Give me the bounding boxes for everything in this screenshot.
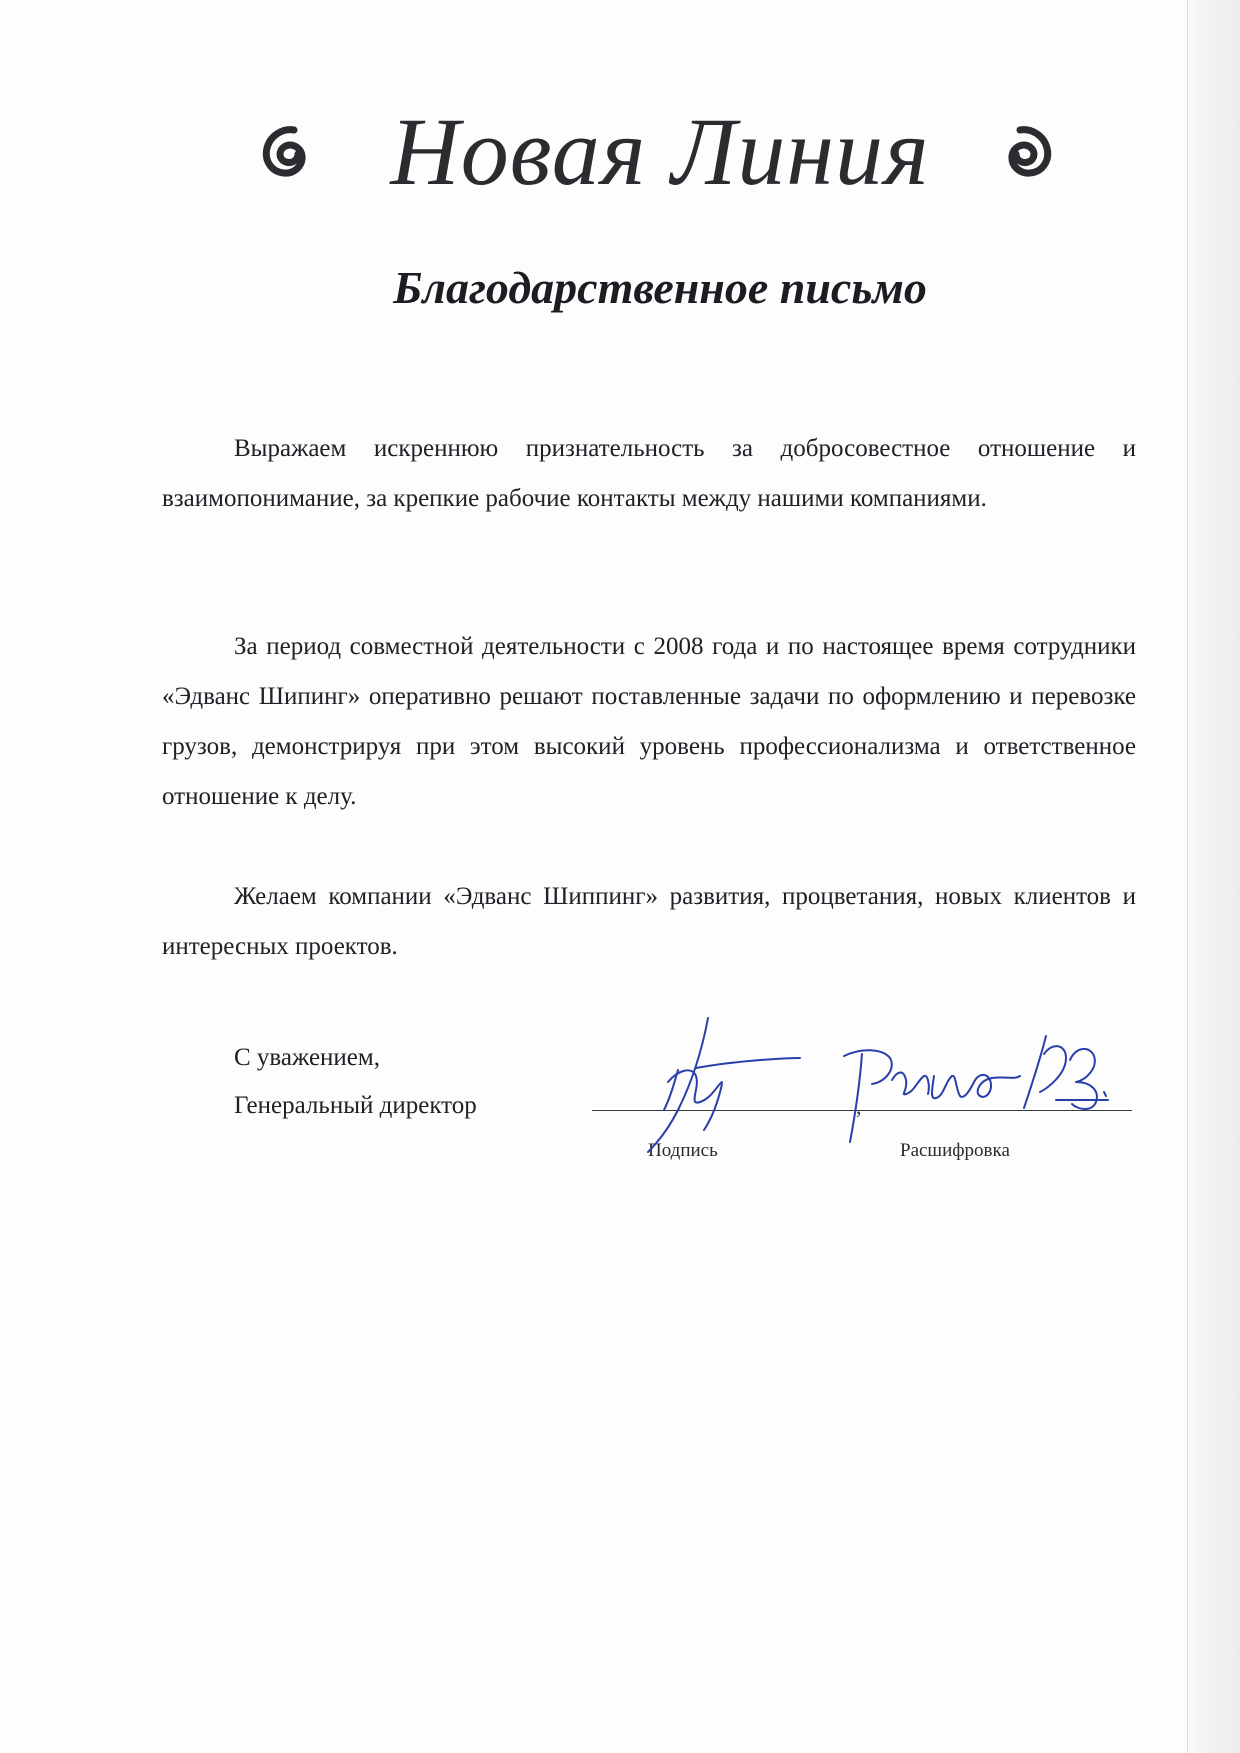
spiral-ornament-icon	[988, 114, 1068, 194]
page-edge-shadow	[1182, 0, 1240, 1753]
signature-separator: ,	[856, 1094, 862, 1119]
closing-block	[234, 1034, 477, 1130]
spiral-ornament-icon	[246, 114, 326, 194]
document-title: Благодарственное письмо	[393, 262, 927, 313]
company-name: Новая Линия	[390, 98, 930, 205]
page-edge-line	[1187, 0, 1188, 1753]
letterhead	[240, 92, 1080, 212]
closing-position: Генеральный директор	[234, 1092, 477, 1119]
signature-caption: Подпись	[648, 1140, 718, 1161]
closing-regards: С уважением,	[234, 1044, 380, 1071]
paragraph-cooperation: За период совместной деятельности с 2008 года и по настоящее время сотрудники «Эдванс Шипинг» оперативно решают поставленные задачи по оформлению и перевозке грузов, демонстрируя при этом высокий уровень профессионализма и ответственное отношение к делу.	[162, 633, 1136, 810]
handwritten-signature	[600, 1010, 1160, 1180]
paragraph-gratitude: Выражаем искреннюю признательность за добросовестное отношение и взаимопонимание, за крепкие рабочие контакты между нашими компаниями.	[162, 435, 1136, 512]
decoding-caption: Расшифровка	[900, 1140, 1010, 1161]
paragraph-wishes: Желаем компании «Эдванс Шиппинг» развития, процветания, новых клиентов и интересных проектов.	[162, 883, 1136, 960]
